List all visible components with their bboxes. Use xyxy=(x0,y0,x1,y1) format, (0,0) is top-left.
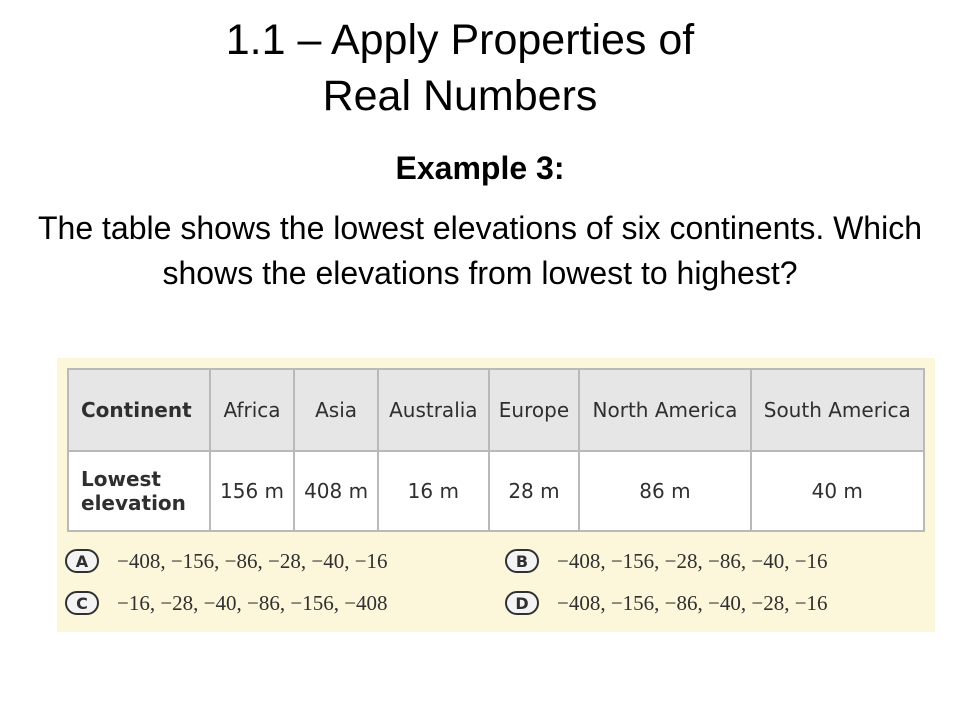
slide-title-line-1: 1.1 – Apply Properties of xyxy=(225,16,695,64)
value-cell-asia: 408 m xyxy=(294,451,378,531)
choice-a-text: −408, −156, −86, −28, −40, −16 xyxy=(117,548,388,573)
choice-row xyxy=(65,582,925,624)
choice-c[interactable] xyxy=(65,591,505,616)
header-cell-europe: Europe xyxy=(489,369,580,451)
table-row xyxy=(68,451,924,531)
row-label-lowest-elevation: Lowest elevation xyxy=(68,451,210,531)
choice-row xyxy=(65,540,925,582)
value-cell-africa: 156 m xyxy=(210,451,294,531)
value-cell-south-america: 40 m xyxy=(751,451,925,531)
value-cell-australia: 16 m xyxy=(378,451,488,531)
choice-b-text: −408, −156, −28, −86, −40, −16 xyxy=(557,548,828,573)
choice-d-text: −408, −156, −86, −40, −28, −16 xyxy=(557,590,828,615)
header-cell-africa: Africa xyxy=(210,369,294,451)
choice-d-letter: D xyxy=(505,591,539,615)
slide-title-line-2: Real Numbers xyxy=(322,72,598,120)
elevation-table xyxy=(67,368,925,532)
choice-b-letter: B xyxy=(505,549,539,573)
choice-d[interactable] xyxy=(505,591,925,616)
textbook-figure xyxy=(57,358,935,632)
header-cell-continent: Continent xyxy=(68,369,210,451)
header-cell-australia: Australia xyxy=(378,369,488,451)
choice-a-letter: A xyxy=(65,549,99,573)
header-cell-north-america: North America xyxy=(579,369,750,451)
value-cell-north-america: 86 m xyxy=(579,451,750,531)
choice-a[interactable] xyxy=(65,549,505,574)
table-header-row xyxy=(68,369,924,451)
question-prompt: The table shows the lowest elevations of six continents. Which shows the elevations from lowest to highest? xyxy=(38,210,922,291)
choice-b[interactable] xyxy=(505,549,925,574)
header-cell-south-america: South America xyxy=(751,369,925,451)
choice-c-letter: C xyxy=(65,591,99,615)
value-cell-europe: 28 m xyxy=(489,451,580,531)
slide-title xyxy=(0,12,920,124)
answer-choices xyxy=(65,540,925,624)
example-heading: Example 3: xyxy=(395,150,565,186)
header-cell-asia: Asia xyxy=(294,369,378,451)
choice-c-text: −16, −28, −40, −86, −156, −408 xyxy=(117,590,388,615)
